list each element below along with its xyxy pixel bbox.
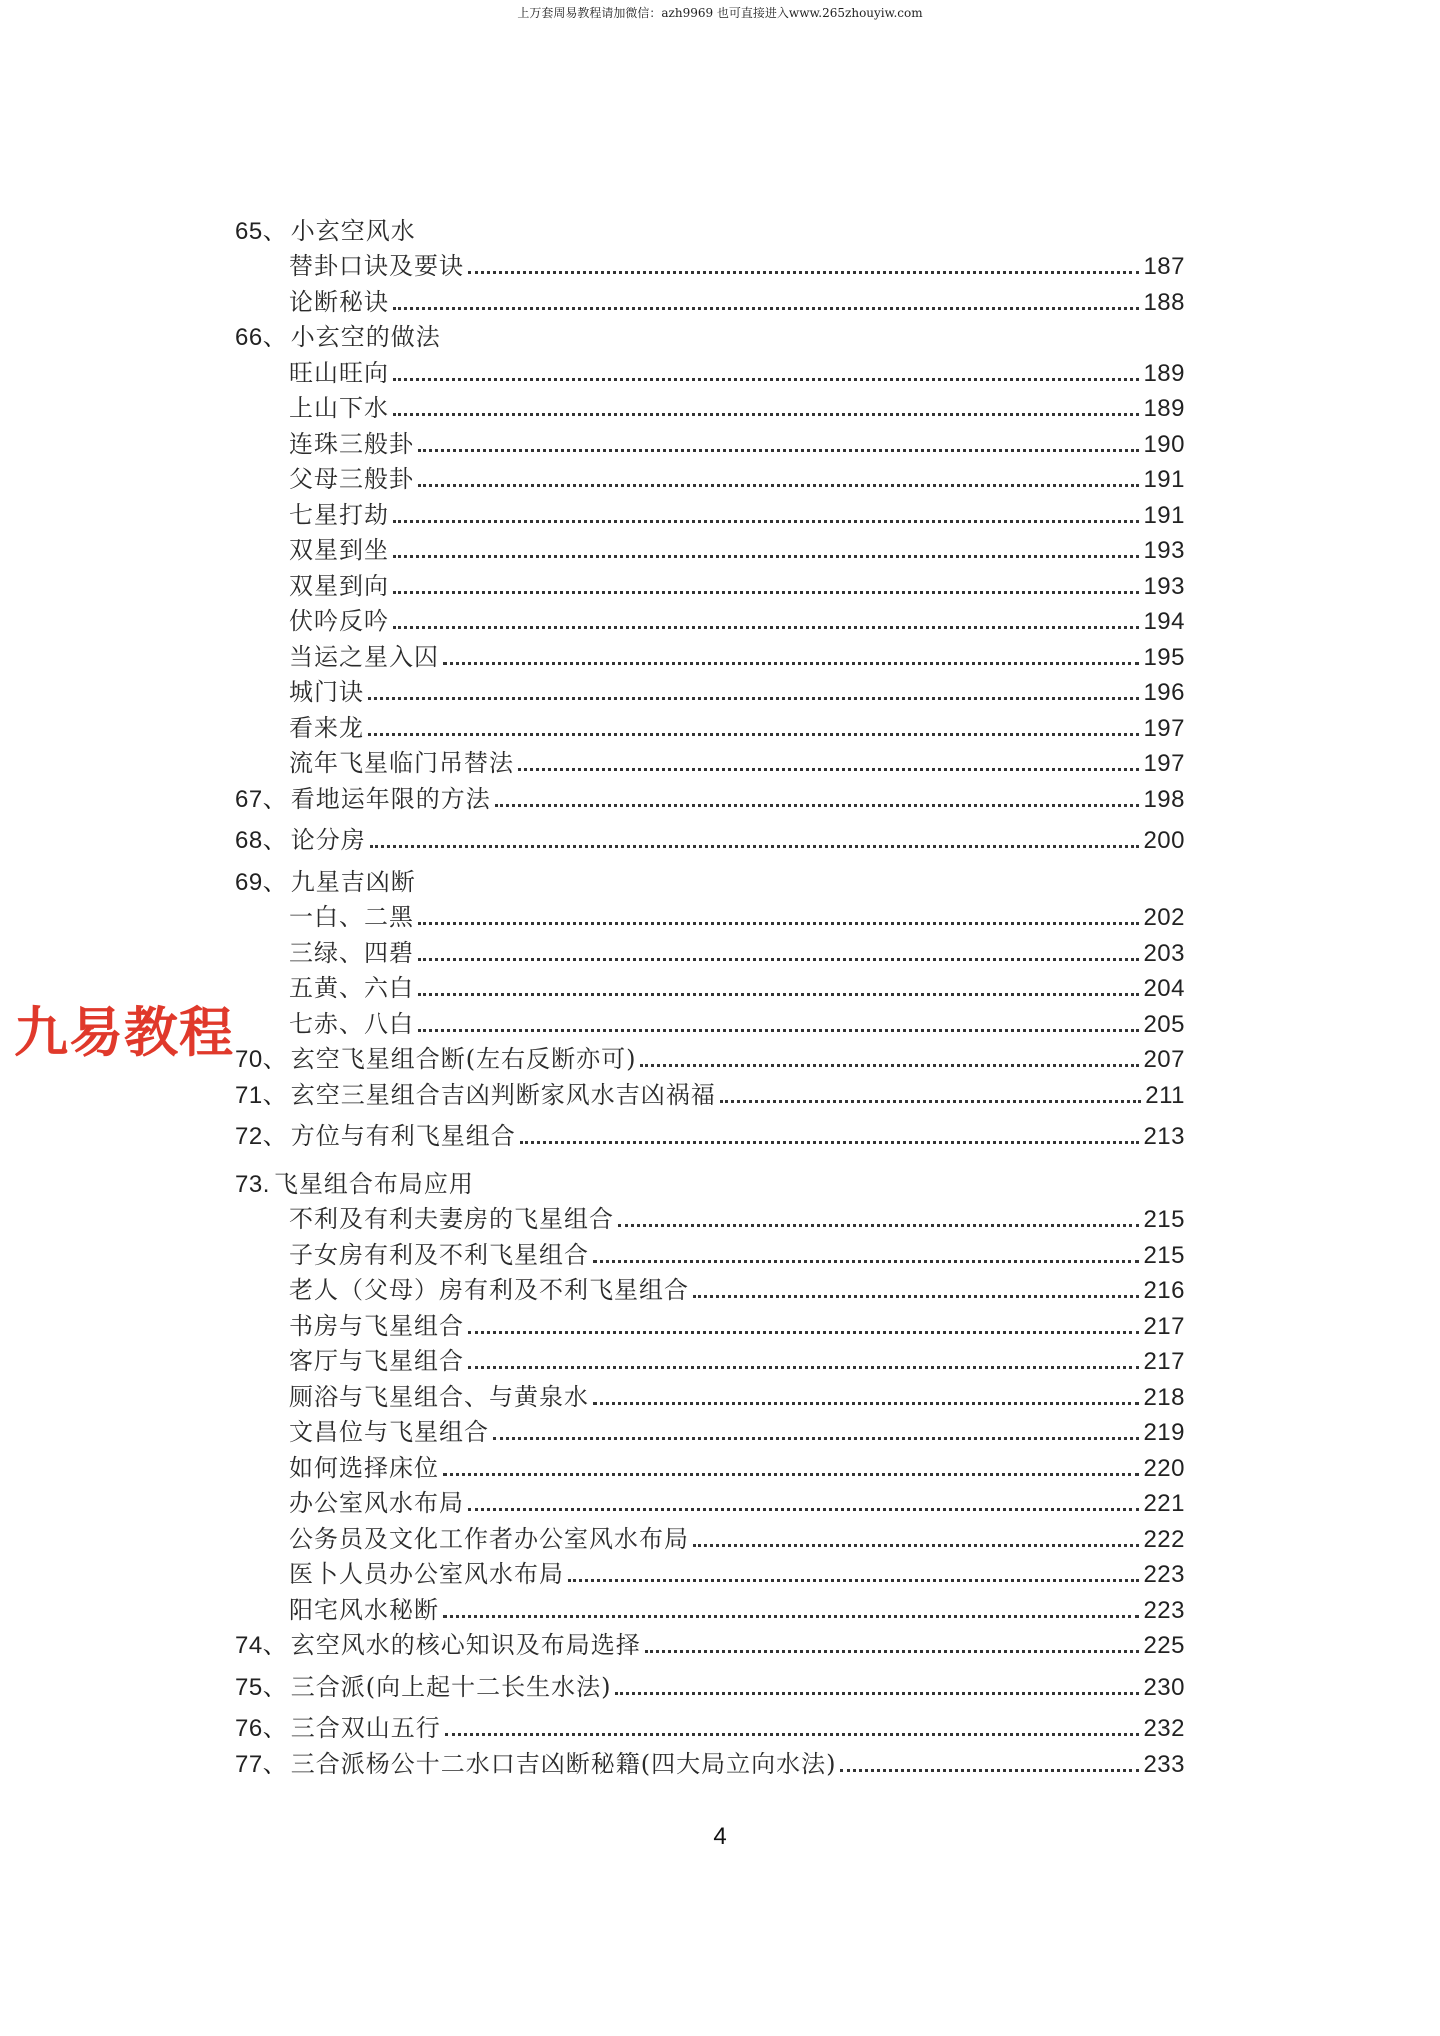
toc-page-number: 223: [1143, 1596, 1185, 1624]
toc-entry-separator: 、: [262, 1045, 287, 1073]
toc-subentry: [235, 423, 1185, 459]
toc-page-number: 200: [1143, 827, 1185, 854]
toc-page-number: 188: [1143, 288, 1185, 316]
toc-subentry: [235, 1518, 1185, 1554]
dot-leader: [495, 803, 1140, 807]
toc-entry-title: 双星到向: [289, 571, 389, 600]
dot-leader: [720, 1099, 1142, 1103]
dot-leader: [418, 483, 1139, 487]
toc-page-number: 223: [1143, 1561, 1185, 1588]
toc-subentry: [235, 1234, 1185, 1270]
toc-entry-title: 五黄、六白: [289, 974, 414, 1002]
toc-page-number: 217: [1143, 1312, 1185, 1340]
dot-leader: [393, 412, 1139, 416]
toc-entry-title: 城门诀: [289, 678, 364, 706]
toc-page-number: 230: [1143, 1673, 1185, 1701]
dot-leader: [615, 1691, 1139, 1695]
toc-entry-number: 69: [235, 868, 263, 896]
toc-entry-separator: 、: [262, 1672, 287, 1701]
toc-entry: [235, 1116, 1185, 1152]
toc-entry: [235, 1708, 1185, 1744]
toc-page-number: 203: [1143, 939, 1185, 967]
toc-entry-separator: 、: [262, 1631, 287, 1659]
dot-leader: [593, 1259, 1139, 1263]
toc-entry-title: 三绿、四碧: [289, 938, 414, 967]
toc-entry-number: 67: [235, 785, 263, 813]
toc-subentry: [235, 1341, 1185, 1377]
dot-leader: [468, 1330, 1139, 1334]
toc-entry-title: 七赤、八白: [289, 1009, 414, 1038]
toc-entry-title: 旺山旺向: [289, 358, 389, 387]
toc-page-number: 196: [1143, 679, 1185, 706]
toc-entry-number: 71: [235, 1081, 263, 1109]
toc-entry-title: 小玄空风水: [290, 216, 416, 245]
toc-page-number: 217: [1143, 1348, 1185, 1375]
toc-page-number: 225: [1143, 1632, 1185, 1659]
dot-leader: [393, 519, 1139, 523]
dot-leader: [418, 957, 1139, 961]
toc-subentry: [235, 1447, 1185, 1483]
toc-page-number: 211: [1145, 1081, 1185, 1109]
toc-entry-number: 70: [235, 1046, 263, 1073]
toc-entry-title: 七星打劫: [289, 500, 389, 529]
dot-leader: [443, 1614, 1139, 1618]
toc-entry-title: 三合派杨公十二水口吉凶断秘籍(四大局立向水法): [290, 1749, 837, 1778]
dot-leader: [368, 732, 1139, 736]
watermark-logo: 九易教程: [14, 1001, 234, 1064]
dot-leader: [393, 625, 1139, 629]
toc-entry-title: 当运之星入囚: [289, 642, 439, 671]
dot-leader: [468, 1365, 1139, 1369]
dot-leader: [520, 1140, 1140, 1144]
toc-entry: [235, 820, 1185, 856]
dot-leader: [418, 921, 1139, 925]
toc-subentry: [235, 897, 1185, 933]
toc-page-number: 218: [1143, 1383, 1185, 1411]
toc-entry: [235, 1163, 1185, 1199]
toc-entry-title: 双星到坐: [289, 536, 389, 564]
dot-leader: [445, 1732, 1140, 1736]
table-of-contents: [235, 210, 1185, 1779]
toc-entry-title: 老人（父母）房有利及不利飞星组合: [289, 1276, 689, 1304]
toc-subentry: [235, 672, 1185, 708]
toc-entry-title: 公务员及文化工作者办公室风水布局: [289, 1524, 689, 1553]
toc-entry-title: 九星吉凶断: [290, 867, 416, 896]
toc-entry-title: 如何选择床位: [289, 1453, 439, 1482]
toc-entry-title: 连珠三般卦: [289, 429, 414, 458]
toc-subentry: [235, 1412, 1185, 1448]
toc-entry-title: 飞星组合布局应用: [273, 1169, 474, 1198]
toc-entry-title: 看地运年限的方法: [290, 784, 491, 813]
toc-subentry: [235, 743, 1185, 779]
toc-subentry: [235, 1589, 1185, 1625]
dot-leader: [518, 767, 1139, 771]
toc-page-number: 213: [1143, 1123, 1185, 1150]
toc-entry: [235, 210, 1185, 246]
dot-leader: [693, 1294, 1139, 1298]
toc-page-number: 205: [1143, 1010, 1185, 1038]
dot-leader: [393, 306, 1139, 310]
toc-entry-title: 论断秘诀: [289, 287, 389, 316]
toc-page-number: 215: [1143, 1241, 1185, 1269]
toc-page-number: 207: [1143, 1046, 1185, 1073]
toc-page-number: 197: [1143, 750, 1185, 777]
toc-entry-title: 看来龙: [289, 713, 364, 742]
toc-subentry: [235, 281, 1185, 317]
dot-leader: [443, 661, 1139, 665]
toc-page-number: 222: [1143, 1525, 1185, 1553]
toc-entry-title: 书房与飞星组合: [289, 1311, 464, 1340]
dot-leader: [368, 696, 1139, 700]
toc-entry-number: 66: [235, 324, 263, 351]
toc-page-number: 187: [1143, 253, 1185, 280]
toc-page-number: 191: [1143, 501, 1185, 529]
dot-leader: [418, 1028, 1139, 1032]
toc-entry-title: 玄空三星组合吉凶判断家风水吉凶祸福: [290, 1080, 716, 1109]
toc-entry: [235, 1074, 1185, 1110]
toc-entry-separator: 、: [262, 1749, 287, 1778]
toc-entry-separator: 、: [262, 826, 287, 854]
toc-subentry: [235, 968, 1185, 1004]
toc-entry-number: 76: [235, 1715, 263, 1742]
dot-leader: [370, 844, 1140, 848]
toc-entry: [235, 778, 1185, 814]
toc-entry-title: 伏吟反吟: [289, 607, 389, 635]
toc-entry-title: 客厅与飞星组合: [289, 1347, 464, 1375]
dot-leader: [840, 1768, 1139, 1772]
toc-page-number: 220: [1143, 1454, 1185, 1482]
toc-subentry: [235, 1270, 1185, 1306]
toc-subentry: [235, 1199, 1185, 1235]
dot-leader: [568, 1578, 1139, 1582]
toc-page-number: 204: [1143, 975, 1185, 1002]
toc-entry-title: 玄空风水的核心知识及布局选择: [290, 1631, 641, 1659]
toc-entry-number: 65: [235, 217, 263, 245]
toc-entry-separator: 、: [262, 323, 287, 351]
dot-leader: [418, 992, 1139, 996]
toc-page-number: 193: [1143, 537, 1185, 564]
toc-entry-title: 办公室风水布局: [289, 1489, 464, 1517]
toc-subentry: [235, 636, 1185, 672]
toc-subentry: [235, 1305, 1185, 1341]
toc-page-number: 221: [1143, 1490, 1185, 1517]
toc-page-number: 195: [1143, 643, 1185, 671]
dot-leader: [645, 1649, 1140, 1653]
toc-entry: [235, 1039, 1185, 1075]
dot-leader: [443, 1472, 1139, 1476]
toc-entry-number: 74: [235, 1632, 263, 1659]
toc-subentry: [235, 1483, 1185, 1519]
toc-entry-title: 不利及有利夫妻房的飞星组合: [289, 1205, 614, 1233]
toc-entry-separator: 、: [262, 867, 287, 896]
dot-leader: [593, 1401, 1139, 1405]
toc-page-number: 232: [1143, 1715, 1185, 1742]
toc-page-number: 193: [1143, 572, 1185, 600]
toc-entry: [235, 1666, 1185, 1702]
toc-entry-number: 73.: [235, 1170, 270, 1198]
toc-subentry: [235, 1554, 1185, 1590]
toc-entry-separator: 、: [262, 216, 287, 245]
toc-entry-number: 72: [235, 1123, 263, 1150]
toc-entry-title: 医卜人员办公室风水布局: [289, 1560, 564, 1588]
toc-entry-title: 子女房有利及不利飞星组合: [289, 1240, 589, 1269]
page-number: 4: [713, 1823, 727, 1850]
toc-entry-title: 替卦口诀及要诀: [289, 252, 464, 280]
toc-page-number: 215: [1143, 1206, 1185, 1233]
toc-entry: [235, 1743, 1185, 1779]
toc-page-number: 189: [1143, 359, 1185, 387]
dot-leader: [493, 1436, 1139, 1440]
toc-page-number: 216: [1143, 1277, 1185, 1304]
toc-entry: [235, 1625, 1185, 1661]
toc-subentry: [235, 932, 1185, 968]
toc-entry-title: 小玄空的做法: [290, 323, 441, 351]
toc-page-number: 190: [1143, 430, 1185, 458]
toc-entry-title: 玄空飞星组合断(左右反断亦可): [290, 1045, 637, 1073]
toc-subentry: [235, 1003, 1185, 1039]
toc-entry-title: 文昌位与飞星组合: [289, 1418, 489, 1446]
toc-page-number: 191: [1143, 466, 1185, 493]
toc-entry-title: 一白、二黑: [289, 903, 414, 931]
toc-entry-title: 流年飞星临门吊替法: [289, 749, 514, 777]
toc-page-number: 219: [1143, 1419, 1185, 1446]
toc-page-number: 233: [1143, 1750, 1185, 1778]
dot-leader: [468, 1507, 1139, 1511]
toc-entry-number: 68: [235, 827, 263, 854]
dot-leader: [393, 590, 1139, 594]
dot-leader: [640, 1063, 1139, 1067]
dot-leader: [468, 270, 1139, 274]
dot-leader: [693, 1543, 1139, 1547]
toc-subentry: [235, 494, 1185, 530]
toc-page-number: 202: [1143, 904, 1185, 931]
toc-subentry: [235, 459, 1185, 495]
dot-leader: [418, 448, 1139, 452]
toc-entry-number: 77: [235, 1750, 263, 1778]
toc-entry-title: 三合双山五行: [290, 1714, 441, 1742]
dot-leader: [393, 377, 1139, 381]
toc-subentry: [235, 601, 1185, 637]
toc-subentry: [235, 352, 1185, 388]
dot-leader: [393, 554, 1139, 558]
toc-entry-title: 方位与有利飞星组合: [290, 1122, 516, 1150]
toc-subentry: [235, 530, 1185, 566]
toc-page-number: 189: [1143, 395, 1185, 422]
header-note: 上万套周易教程请加微信：azh9969 也可直接进入www.265zhouyiw.com: [517, 6, 923, 20]
toc-page-number: 197: [1143, 714, 1185, 742]
toc-page-number: 194: [1143, 608, 1185, 635]
toc-entry-title: 厕浴与飞星组合、与黄泉水: [289, 1382, 589, 1411]
toc-subentry: [235, 707, 1185, 743]
toc-entry-separator: 、: [262, 1122, 287, 1150]
toc-subentry: [235, 388, 1185, 424]
toc-entry-title: 父母三般卦: [289, 465, 414, 493]
toc-page-number: 198: [1143, 785, 1185, 813]
toc-entry: [235, 317, 1185, 353]
toc-subentry: [235, 246, 1185, 282]
dot-leader: [618, 1223, 1139, 1227]
toc-subentry: [235, 1376, 1185, 1412]
toc-entry-separator: 、: [262, 784, 287, 813]
toc-entry-separator: 、: [262, 1714, 287, 1742]
toc-entry-title: 三合派(向上起十二长生水法): [290, 1672, 612, 1701]
toc-entry-title: 论分房: [290, 826, 366, 854]
toc-entry-number: 75: [235, 1673, 263, 1701]
toc-entry-title: 上山下水: [289, 394, 389, 422]
toc-entry: [235, 861, 1185, 897]
toc-entry-title: 阳宅风水秘断: [289, 1595, 439, 1624]
toc-subentry: [235, 565, 1185, 601]
toc-entry-separator: 、: [262, 1080, 287, 1109]
